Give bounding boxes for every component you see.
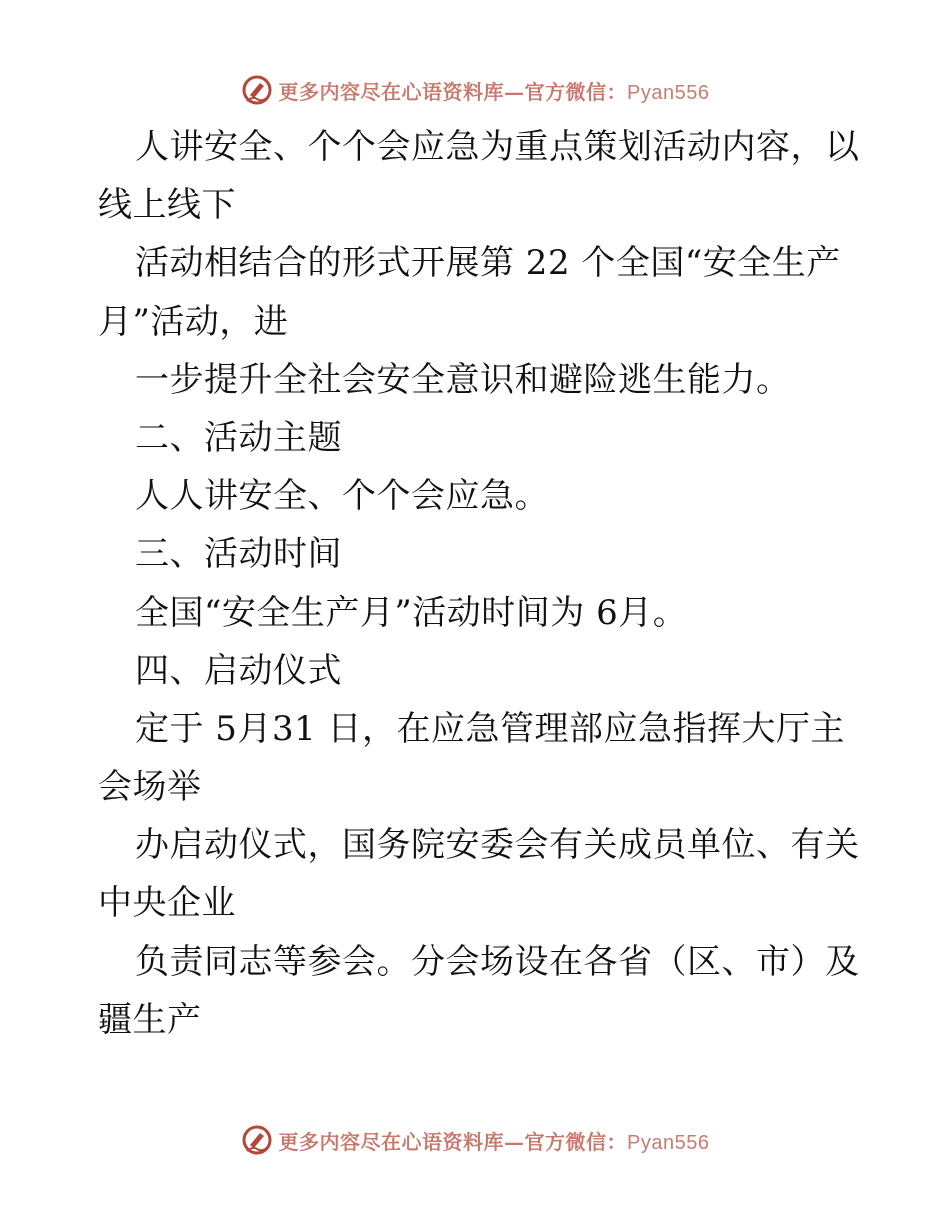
seal-logo-icon — [241, 74, 273, 106]
body-line: 活动相结合的形式开展第 22 个全国“安全生产 — [135, 243, 841, 284]
header-wechat-id: Pyan556 — [627, 81, 710, 104]
body-line: 负责同志等参会。分会场设在各省（区、市）及 — [135, 941, 860, 982]
body-line: 定于 5月31 日，在应急管理部应急指挥大厅主 — [135, 708, 846, 749]
section-heading: 三、活动时间 — [135, 534, 342, 575]
seal-logo-icon — [241, 1124, 273, 1156]
footer-banner — [0, 1123, 950, 1157]
footer-wechat-id: Pyan556 — [627, 1131, 710, 1154]
section-heading: 四、启动仪式 — [135, 650, 342, 691]
body-line: 中央企业 — [98, 883, 236, 924]
body-line: 全国“安全生产月”活动时间为 6月。 — [135, 592, 688, 633]
body-line: 线上线下 — [98, 185, 236, 226]
body-line: 人人讲安全、个个会应急。 — [135, 476, 549, 517]
header-banner-text: 更多内容尽在心语资料库—官方微信：Pyan556 — [278, 79, 710, 104]
footer-banner-text: 更多内容尽在心语资料库—官方微信：Pyan556 — [278, 1129, 710, 1154]
body-line: 人讲安全、个个会应急为重点策划活动内容，以 — [135, 127, 860, 167]
body-line: 一步提升全社会安全意识和避险逃生能力。 — [135, 359, 791, 400]
body-line: 会场举 — [98, 767, 202, 808]
header-banner — [0, 73, 950, 107]
body-line: 疆生产 — [98, 999, 202, 1040]
section-heading: 二、活动主题 — [135, 417, 342, 458]
body-line: 月”活动，进 — [98, 301, 289, 342]
body-line: 办启动仪式，国务院安委会有关成员单位、有关 — [135, 825, 860, 866]
document-body — [98, 118, 858, 1049]
